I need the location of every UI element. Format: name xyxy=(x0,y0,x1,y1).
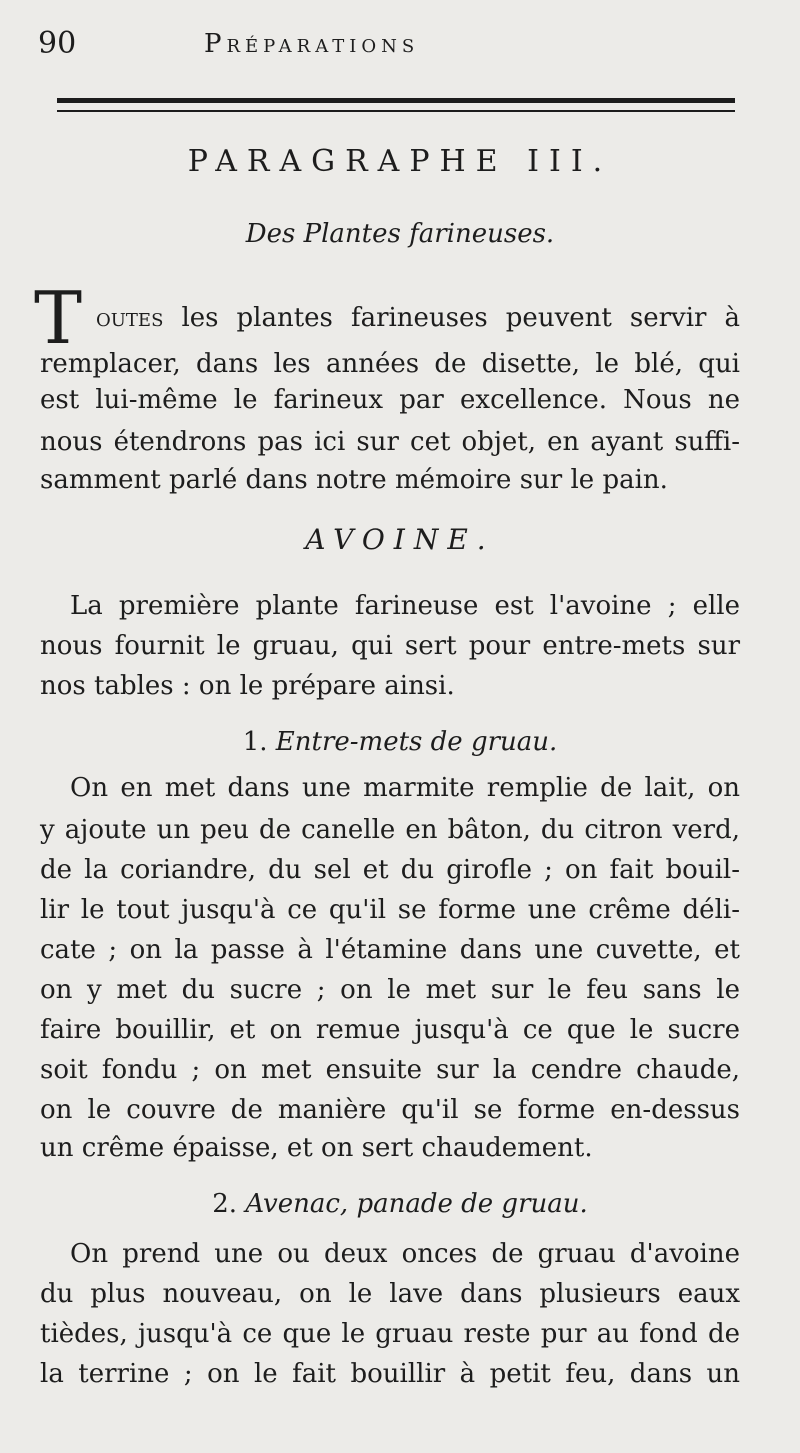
intro-line-1 xyxy=(96,300,740,336)
recipe-1-line-7: faire bouillir, et on remue jusqu'à ce que le sucre xyxy=(40,1015,740,1045)
recipe-1-line-8: soit fondu ; on met ensuite sur la cendre chaude, xyxy=(40,1055,740,1085)
recipe-1-line-5: cate ; on la passe à l'étamine dans une cuvette, et xyxy=(40,935,740,965)
recipe-1-line-6: on y met du sucre ; on le met sur le feu sans le xyxy=(40,975,740,1005)
recipe-1-name: Entre-mets de gruau. xyxy=(275,727,558,757)
avoine-line-1: La première plante farineuse est l'avoine ; elle xyxy=(70,591,740,621)
recipe-2-line-4: la terrine ; on le fait bouillir à petit feu, dans un xyxy=(40,1359,740,1389)
recipe-1-line-3: de la coriandre, du sel et du girofle ; on fait bouil- xyxy=(40,855,740,885)
recipe-1-line-2: y ajoute un peu de canelle en bâton, du citron verd, xyxy=(40,815,740,845)
recipe-2-line-2: du plus nouveau, on le lave dans plusieurs eaux xyxy=(40,1279,740,1309)
avoine-heading: AVOINE. xyxy=(305,523,495,556)
intro-line-5: samment parlé dans notre mémoire sur le pain. xyxy=(40,465,668,495)
recipe-1-line-9: on le couvre de manière qu'il se forme en-dessus xyxy=(40,1095,740,1125)
recipe-1-line-4: lir le tout jusqu'à ce qu'il se forme une crême déli- xyxy=(40,895,740,925)
recipe-2-line-1: On prend une ou deux onces de gruau d'avoine xyxy=(70,1239,740,1269)
header-rule-thin xyxy=(57,110,735,112)
drop-cap: T xyxy=(34,276,83,360)
intro-line-2: remplacer, dans les années de disette, le blé, qui xyxy=(40,349,740,379)
recipe-1-title xyxy=(0,724,800,760)
recipe-2-name: Avenac, panade de gruau. xyxy=(245,1189,588,1219)
recipe-2-title xyxy=(0,1186,800,1222)
recipe-1-line-1: On en met dans une marmite remplie de lait, on xyxy=(70,773,740,803)
header-rule-thick xyxy=(57,98,735,103)
section-heading: PARAGRAPHE III. xyxy=(187,144,613,179)
avoine-line-2: nous fournit le gruau, qui sert pour entre-mets sur xyxy=(40,631,740,661)
recipe-1-number: 1. xyxy=(242,727,268,757)
avoine-line-3: nos tables : on le prépare ainsi. xyxy=(40,671,455,701)
recipe-1-line-10: un crême épaisse, et on sert chaudement. xyxy=(40,1133,593,1163)
recipe-2-line-3: tièdes, jusqu'à ce que le gruau reste pur au fond de xyxy=(40,1319,740,1349)
running-title: Préparations xyxy=(204,29,420,59)
intro-first-word: outes xyxy=(96,303,164,333)
intro-line-1-rest: les plantes farineuses peuvent servir à xyxy=(163,303,740,333)
intro-line-4: nous étendrons pas ici sur cet objet, en ayant suffi- xyxy=(40,427,740,457)
section-subtitle: Des Plantes farineuses. xyxy=(245,219,555,249)
intro-line-3: est lui-même le farineux par excellence. Nous ne xyxy=(40,385,740,415)
page-number: 90 xyxy=(38,26,77,61)
recipe-2-number: 2. xyxy=(212,1189,238,1219)
